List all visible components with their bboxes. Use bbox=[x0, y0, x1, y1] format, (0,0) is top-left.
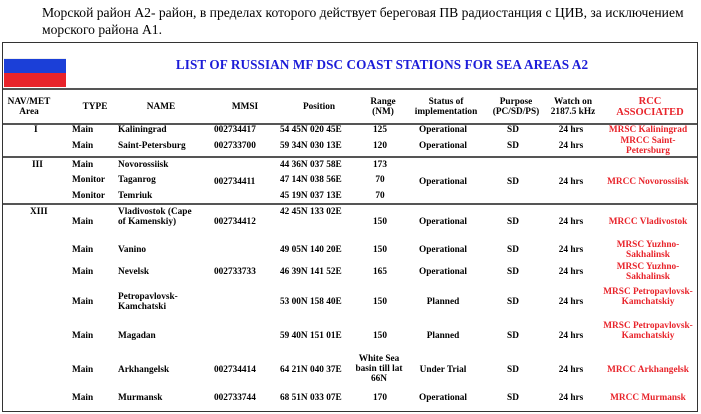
station-type: Main bbox=[72, 217, 94, 227]
station-name: Magadan bbox=[118, 331, 156, 341]
station-position: 59 34N 030 13E bbox=[280, 141, 342, 151]
area-label: III bbox=[32, 160, 43, 170]
station-type: Main bbox=[72, 245, 94, 255]
station-rcc: MRCC Vladivostok bbox=[608, 217, 688, 227]
station-type: Main bbox=[72, 297, 94, 307]
station-status: Operational bbox=[418, 217, 468, 227]
intro-text: Морской район А2- район, в пределах которого действует береговая ПВ радиостанция с ЦИВ, за исключением морского района А1. bbox=[42, 5, 684, 37]
station-name: Novorossiisk bbox=[118, 160, 169, 170]
station-purpose: SD bbox=[507, 141, 519, 151]
station-name: Saint-Petersburg bbox=[118, 141, 186, 151]
station-type: Main bbox=[72, 393, 94, 403]
station-rcc: MRSC Yuzhno-Sakhalinsk bbox=[616, 240, 680, 260]
station-watch: 24 hrs bbox=[558, 297, 584, 307]
header-purpose: Purpose (PC/SD/PS) bbox=[492, 96, 540, 117]
station-position: 54 45N 020 45E bbox=[280, 125, 342, 135]
station-type: Main bbox=[72, 365, 94, 375]
station-watch: 24 hrs bbox=[558, 141, 584, 151]
station-mmsi: 002733744 bbox=[214, 393, 256, 403]
station-status: Planned bbox=[426, 331, 460, 341]
station-status: Operational bbox=[418, 125, 468, 135]
station-rcc: MRCC Murmansk bbox=[610, 393, 686, 403]
station-purpose: SD bbox=[507, 177, 519, 187]
flag-stripe-blue bbox=[4, 59, 66, 73]
station-watch: 24 hrs bbox=[558, 177, 584, 187]
station-position: 49 05N 140 20E bbox=[280, 245, 342, 255]
station-rcc: MRCC Arkhangelsk bbox=[607, 365, 689, 375]
station-range: 125 bbox=[373, 125, 387, 135]
station-mmsi: 002733733 bbox=[214, 267, 256, 277]
station-position: 53 00N 158 40E bbox=[280, 297, 342, 307]
station-range: 70 bbox=[375, 175, 385, 185]
station-range: 150 bbox=[373, 217, 387, 227]
station-purpose: SD bbox=[507, 393, 519, 403]
header-range: Range (NM) bbox=[370, 96, 396, 117]
station-name: Temriuk bbox=[118, 191, 153, 201]
header-name: NAME bbox=[146, 101, 176, 112]
station-type: Main bbox=[72, 267, 94, 277]
station-rcc: MRCC Novorossiisk bbox=[607, 177, 689, 187]
station-name: Arkhangelsk bbox=[118, 365, 170, 375]
station-type: Main bbox=[72, 125, 94, 135]
station-range: 173 bbox=[373, 160, 387, 170]
station-range: 120 bbox=[373, 141, 387, 151]
area-label: XIII bbox=[30, 207, 48, 217]
header-mmsi: MMSI bbox=[231, 101, 259, 112]
station-position: 46 39N 141 52E bbox=[280, 267, 342, 277]
station-type: Main bbox=[72, 331, 94, 341]
station-name: Murmansk bbox=[118, 393, 163, 403]
station-rcc: MRSC Petropavlovsk-Kamchatskiy bbox=[603, 287, 693, 307]
station-mmsi: 002734411 bbox=[214, 177, 256, 187]
group-separator bbox=[3, 156, 697, 158]
station-rcc: MRSC Petropavlovsk-Kamchatskiy bbox=[603, 321, 693, 341]
station-range: 170 bbox=[373, 393, 387, 403]
table-title: LIST OF RUSSIAN MF DSC COAST STATIONS FOR SEA AREAS A2 bbox=[175, 57, 589, 72]
header-type: TYPE bbox=[82, 101, 108, 112]
station-watch: 24 hrs bbox=[558, 331, 584, 341]
station-mmsi: 002734417 bbox=[214, 125, 256, 135]
station-status: Operational bbox=[418, 141, 468, 151]
station-name: Vanino bbox=[118, 245, 147, 255]
flag-stripe-white bbox=[4, 44, 66, 59]
station-purpose: SD bbox=[507, 267, 519, 277]
station-purpose: SD bbox=[507, 331, 519, 341]
station-name: Petropavlovsk-Kamchatski bbox=[118, 292, 178, 312]
station-purpose: SD bbox=[507, 217, 519, 227]
russian-flag-icon bbox=[4, 44, 66, 86]
station-purpose: SD bbox=[507, 125, 519, 135]
station-range: 150 bbox=[373, 245, 387, 255]
station-rcc: MRSC Yuzhno-Sakhalinsk bbox=[616, 262, 680, 282]
station-type: Main bbox=[72, 160, 94, 170]
station-name: Nevelsk bbox=[118, 267, 149, 277]
station-range: 150 bbox=[373, 331, 387, 341]
header-status: Status of implementation bbox=[414, 96, 478, 117]
station-name: Taganrog bbox=[118, 175, 156, 185]
station-watch: 24 hrs bbox=[558, 217, 584, 227]
station-watch: 24 hrs bbox=[558, 245, 584, 255]
station-rcc: MRCC Saint-Petersburg bbox=[620, 136, 676, 156]
station-range: 150 bbox=[373, 297, 387, 307]
station-purpose: SD bbox=[507, 365, 519, 375]
station-type: Monitor bbox=[72, 191, 106, 201]
station-position: 59 40N 151 01E bbox=[280, 331, 342, 341]
group-separator bbox=[3, 203, 697, 205]
station-watch: 24 hrs bbox=[558, 267, 584, 277]
station-range: White Sea basin till lat 66N bbox=[355, 354, 403, 384]
station-purpose: SD bbox=[507, 297, 519, 307]
station-mmsi: 002734414 bbox=[214, 365, 256, 375]
station-purpose: SD bbox=[507, 245, 519, 255]
station-position: 68 51N 033 07E bbox=[280, 393, 342, 403]
header-rcc: RCC ASSOCIATED bbox=[616, 95, 684, 118]
header-area: NAV/MET Area bbox=[7, 96, 51, 117]
station-rcc: MRSC Kaliningrad bbox=[608, 125, 688, 135]
station-position: 44 36N 037 58E bbox=[280, 160, 342, 170]
station-type: Main bbox=[72, 141, 94, 151]
station-mmsi: 002734412 bbox=[214, 217, 256, 227]
station-status: Operational bbox=[418, 245, 468, 255]
station-watch: 24 hrs bbox=[558, 125, 584, 135]
station-position: 45 19N 037 13E bbox=[280, 191, 342, 201]
station-status: Under Trial bbox=[419, 365, 467, 375]
station-status: Operational bbox=[418, 177, 468, 187]
station-status: Operational bbox=[418, 393, 468, 403]
station-mmsi: 002733700 bbox=[214, 141, 256, 151]
station-name: Kaliningrad bbox=[118, 125, 167, 135]
table-header bbox=[3, 88, 697, 125]
station-name: Vladivostok (Cape of Kamenskiy) bbox=[118, 207, 192, 227]
station-range: 165 bbox=[373, 267, 387, 277]
flag-stripe-red bbox=[4, 73, 66, 87]
station-watch: 24 hrs bbox=[558, 365, 584, 375]
station-range: 70 bbox=[375, 191, 385, 201]
station-position: 64 21N 040 37E bbox=[280, 365, 342, 375]
station-status: Operational bbox=[418, 267, 468, 277]
station-status: Planned bbox=[426, 297, 460, 307]
area-label: I bbox=[34, 125, 38, 135]
station-watch: 24 hrs bbox=[558, 393, 584, 403]
station-type: Monitor bbox=[72, 175, 106, 185]
header-watch: Watch on 2187.5 kHz bbox=[550, 96, 596, 117]
station-position: 42 45N 133 02E bbox=[280, 207, 342, 217]
header-position: Position bbox=[302, 101, 336, 112]
station-position: 47 14N 038 56E bbox=[280, 175, 342, 185]
